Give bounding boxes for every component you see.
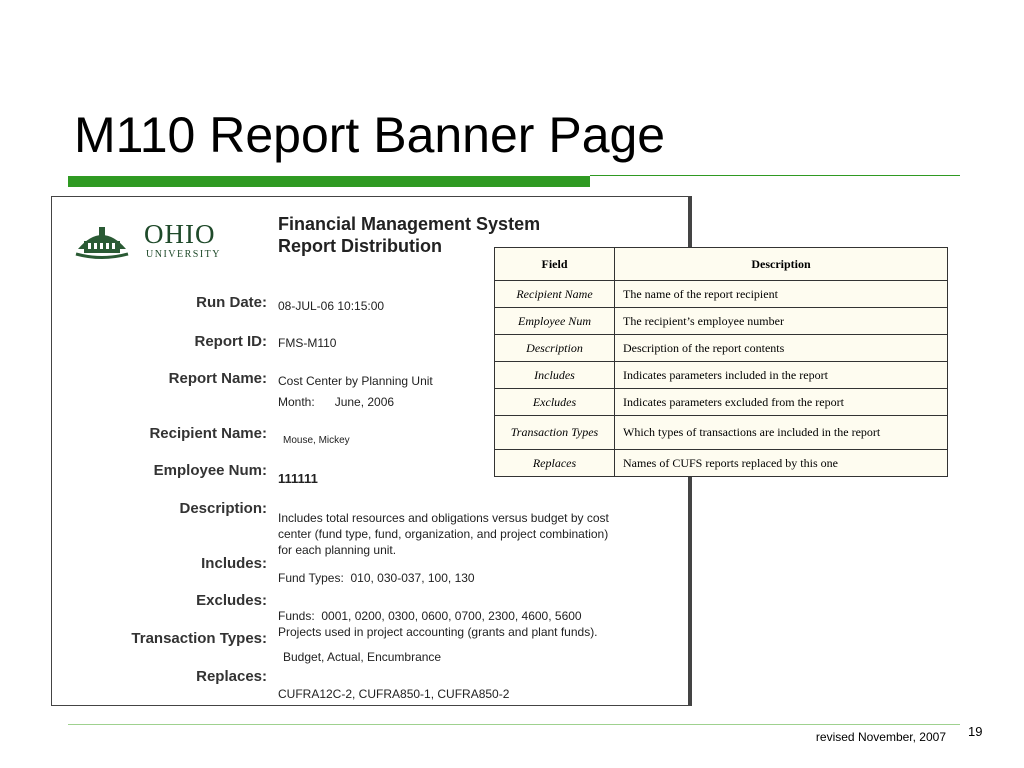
value-description-line3: for each planning unit. xyxy=(278,543,397,557)
table-row xyxy=(495,281,948,308)
value-replaces: CUFRA12C-2, CUFRA850-1, CUFRA850-2 xyxy=(278,687,510,701)
table-row xyxy=(495,308,948,335)
value-transaction-types: Budget, Actual, Encumbrance xyxy=(283,650,442,664)
row-field: Excludes xyxy=(495,389,615,416)
report-heading-line2: Report Distribution xyxy=(278,236,442,256)
slide-title: M110 Report Banner Page xyxy=(74,107,666,163)
table-row xyxy=(495,389,948,416)
row-field: Replaces xyxy=(495,450,615,477)
value-employee-num: 111111 xyxy=(278,471,318,486)
table-header-row xyxy=(495,248,948,281)
header-field: Field xyxy=(495,248,615,281)
title-underline-bar xyxy=(68,176,590,187)
row-description: Indicates parameters included in the report xyxy=(615,362,948,389)
header-description: Description xyxy=(615,248,948,281)
footer-rule xyxy=(68,724,960,725)
label-includes: Includes: xyxy=(201,555,267,572)
label-run-date: Run Date: xyxy=(196,294,267,311)
row-description: Description of the report contents xyxy=(615,335,948,362)
label-employee-num: Employee Num: xyxy=(153,462,267,479)
row-field: Transaction Types xyxy=(495,416,615,450)
row-description: The name of the report recipient xyxy=(615,281,948,308)
value-report-month: Month: June, 2006 xyxy=(278,395,395,409)
row-field: Description xyxy=(495,335,615,362)
value-includes: Fund Types: 010, 030-037, 100, 130 xyxy=(278,571,475,585)
value-description-line2: center (fund type, fund, organization, and project combination) xyxy=(278,527,609,541)
label-recipient-name: Recipient Name: xyxy=(149,425,267,442)
row-description: Names of CUFS reports replaced by this one xyxy=(615,450,948,477)
label-report-name: Report Name: xyxy=(168,370,267,387)
row-field: Includes xyxy=(495,362,615,389)
value-excludes-line2: Projects used in project accounting (grants and plant funds). xyxy=(278,625,598,639)
value-run-date: 08-JUL-06 10:15:00 xyxy=(278,299,385,313)
row-description: The recipient’s employee number xyxy=(615,308,948,335)
table-row xyxy=(495,335,948,362)
logo-wordmark: OHIO xyxy=(144,219,216,249)
row-field: Recipient Name xyxy=(495,281,615,308)
title-underline-rule xyxy=(590,175,960,176)
label-description: Description: xyxy=(179,500,267,517)
label-excludes: Excludes: xyxy=(196,592,267,609)
table-row xyxy=(495,416,948,450)
table-row xyxy=(495,450,948,477)
report-heading-line1: Financial Management System xyxy=(278,214,541,234)
table-row xyxy=(495,362,948,389)
row-description: Which types of transactions are included in the report xyxy=(615,416,948,450)
value-report-id: FMS-M110 xyxy=(278,336,337,350)
value-report-name: Cost Center by Planning Unit xyxy=(278,374,433,388)
value-description-line1: Includes total resources and obligations versus budget by cost xyxy=(278,511,609,525)
value-recipient-name: Mouse, Mickey xyxy=(283,435,350,446)
page-number: 19 xyxy=(968,724,983,739)
footer-revised-date: revised November, 2007 xyxy=(815,730,946,744)
row-field: Employee Num xyxy=(495,308,615,335)
field-description-table xyxy=(494,247,948,477)
logo-subtitle: UNIVERSITY xyxy=(146,249,221,260)
label-replaces: Replaces: xyxy=(196,668,267,685)
label-transaction-types: Transaction Types: xyxy=(131,630,267,647)
label-report-id: Report ID: xyxy=(194,333,267,350)
value-excludes-line1: Funds: 0001, 0200, 0300, 0600, 0700, 2300, 4600, 5600 xyxy=(278,609,582,623)
row-description: Indicates parameters excluded from the report xyxy=(615,389,948,416)
